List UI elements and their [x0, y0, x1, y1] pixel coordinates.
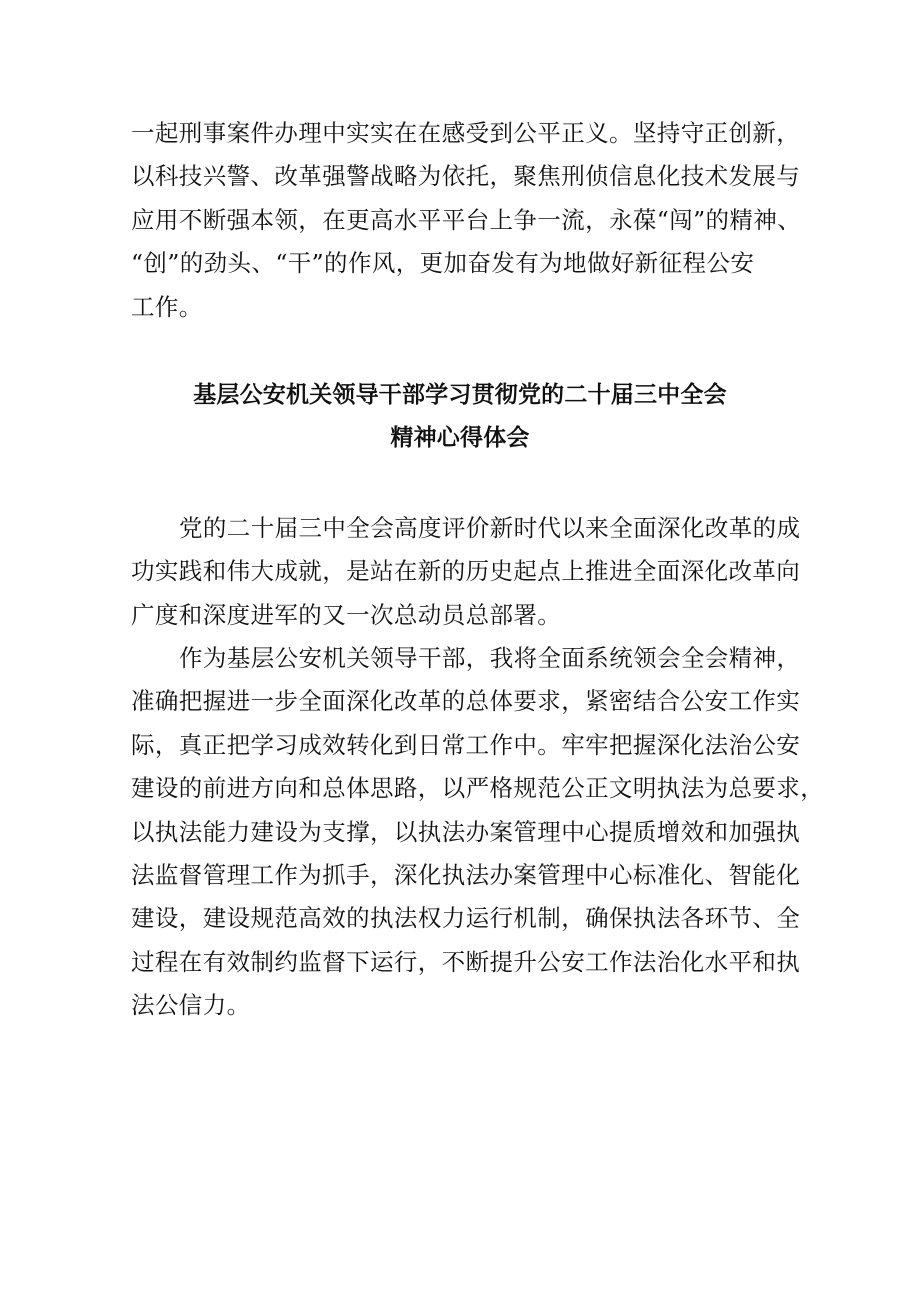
text-line: 准确把握进一步全面深化改革的总体要求，紧密结合公安工作实 [131, 687, 801, 716]
text-line: 建设的前进方向和总体思路，以严格规范公正文明执法为总要求， [131, 774, 825, 803]
text-line: 党的二十届三中全会高度评价新时代以来全面深化改革的成 [179, 514, 801, 542]
text-line: 作为基层公安机关领导干部，我将全面系统领会全会精神， [179, 644, 801, 672]
text-line: 广度和深度进军的又一次总动员总部署。 [131, 600, 562, 629]
title-line: 基层公安机关领导干部学习贯彻党的二十届三中全会 [193, 382, 727, 408]
continuation-paragraph [131, 112, 801, 329]
article-title [0, 374, 920, 460]
title-line: 精神心得体会 [390, 425, 530, 451]
text-line: 以执法能力建设为支撑，以执法办案管理中心提质增效和加强执 [131, 817, 801, 846]
text-line: 工作。 [131, 292, 203, 321]
text-line: 建设，建设规范高效的执法权力运行机制，确保执法各环节、全 [131, 904, 801, 933]
text-line: 法公信力。 [131, 991, 251, 1020]
body-paragraph-2 [131, 637, 825, 1028]
text-line: 过程在有效制约监督下运行，不断提升公安工作法治化水平和执 [131, 947, 801, 976]
body-paragraph-1 [131, 507, 801, 637]
text-line: 以科技兴警、改革强警战略为依托，聚焦刑侦信息化技术发展与 [131, 162, 801, 191]
text-line: 应用不断强本领，在更高水平平台上争一流，永葆“闯”的精神、 [131, 205, 802, 234]
text-line: “创”的劲头、“干”的作风，更加奋发有为地做好新征程公安 [131, 249, 755, 278]
text-line: 法监督管理工作为抓手，深化执法办案管理中心标准化、智能化 [131, 860, 801, 889]
text-line: 功实践和伟大成就，是站在新的历史起点上推进全面深化改革向 [131, 557, 801, 586]
text-line: 际，真正把学习成效转化到日常工作中。牢牢把握深化法治公安 [131, 730, 801, 759]
text-line: 一起刑事案件办理中实实在在感受到公平正义。坚持守正创新， [131, 119, 801, 147]
